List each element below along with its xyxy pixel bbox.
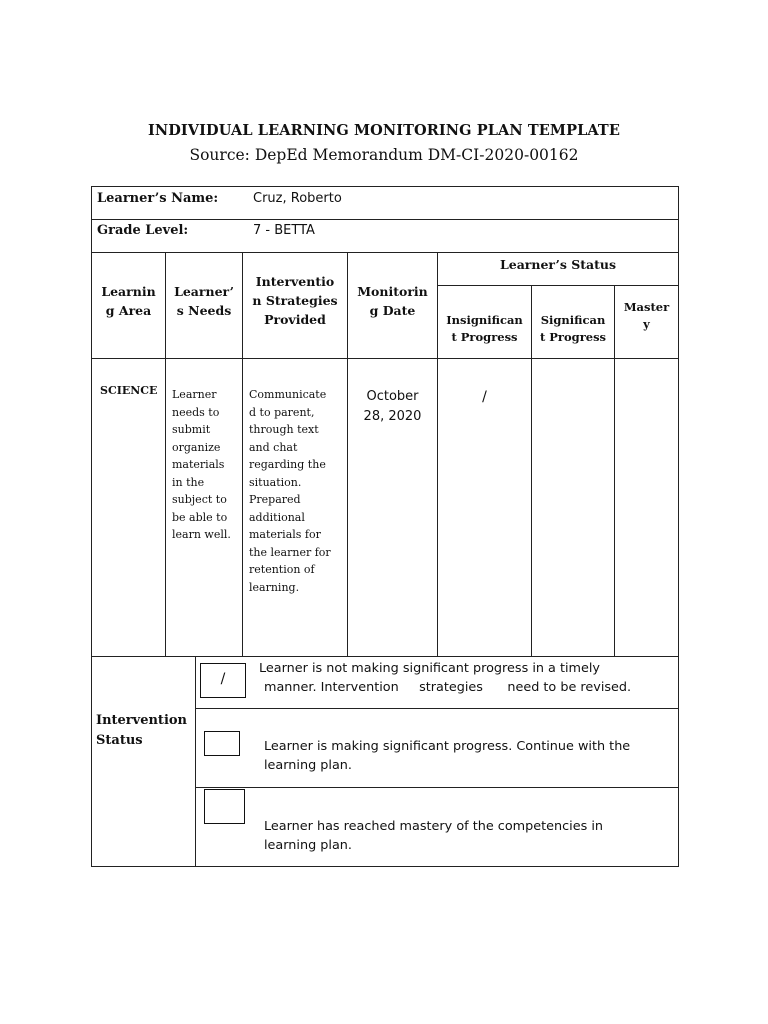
row-monitoring-date: October 28, 2020 [363, 389, 422, 424]
document-title: INDIVIDUAL LEARNING MONITORING PLAN TEMPLATE [148, 122, 620, 139]
intervention-checkbox-1-mark: / [220, 671, 226, 687]
learner-name-value: Cruz, Roberto [253, 191, 342, 206]
grade-level-label: Grade Level: [97, 223, 189, 238]
header-monitoring-date: Monitorin g Date [357, 284, 428, 318]
header-status-group: Learner’s Status [499, 257, 617, 272]
intervention-option-3-text-line1: Learner has reached mastery of the competencies in [264, 819, 603, 834]
grade-level-value: 7 - BETTA [253, 223, 315, 238]
intervention-option-1-text-line2: manner. Intervention strategies need to be revised. [264, 680, 632, 695]
header-learners-needs: Learner’ s Needs [174, 284, 234, 318]
row-strategies: Communicate d to parent, through text and chat regarding the situation. Prepared additional materials for the learner for retention of learning. [249, 388, 331, 594]
header-strategies: Interventio n Strategies Provided [252, 274, 338, 327]
intervention-option-3-text-line2: learning plan. [264, 838, 352, 853]
document-source: Source: DepEd Memorandum DM-CI-2020-00162 [189, 146, 579, 164]
row-significant-cell [531, 358, 615, 657]
intervention-option-2-text-line1: Learner is making significant progress. Continue with the [264, 739, 631, 754]
header-learning-area: Learnin g Area [101, 284, 156, 318]
header-mastery: Master y [623, 300, 670, 331]
row-insignificant-mark: / [482, 389, 487, 405]
row-mastery-cell [614, 358, 679, 657]
row-learners-needs: Learner needs to submit organize materials in the subject to be able to learn well. [172, 388, 231, 541]
intervention-label: Intervention Status [96, 713, 187, 748]
row-learning-area: SCIENCE [100, 384, 158, 397]
header-significant: Significan t Progress [539, 313, 607, 344]
intervention-option-1-text-line1: Learner is not making significant progress in a timely [259, 661, 600, 676]
intervention-checkbox-3[interactable] [204, 789, 245, 824]
intervention-label-cell [91, 656, 196, 867]
learner-name-label: Learner’s Name: [97, 191, 219, 206]
intervention-checkbox-2[interactable] [204, 731, 240, 756]
intervention-option-2-text-line2: learning plan. [264, 758, 352, 773]
row-learning-area-cell [91, 358, 166, 657]
header-insignificant: Insignifican t Progress [446, 313, 523, 344]
